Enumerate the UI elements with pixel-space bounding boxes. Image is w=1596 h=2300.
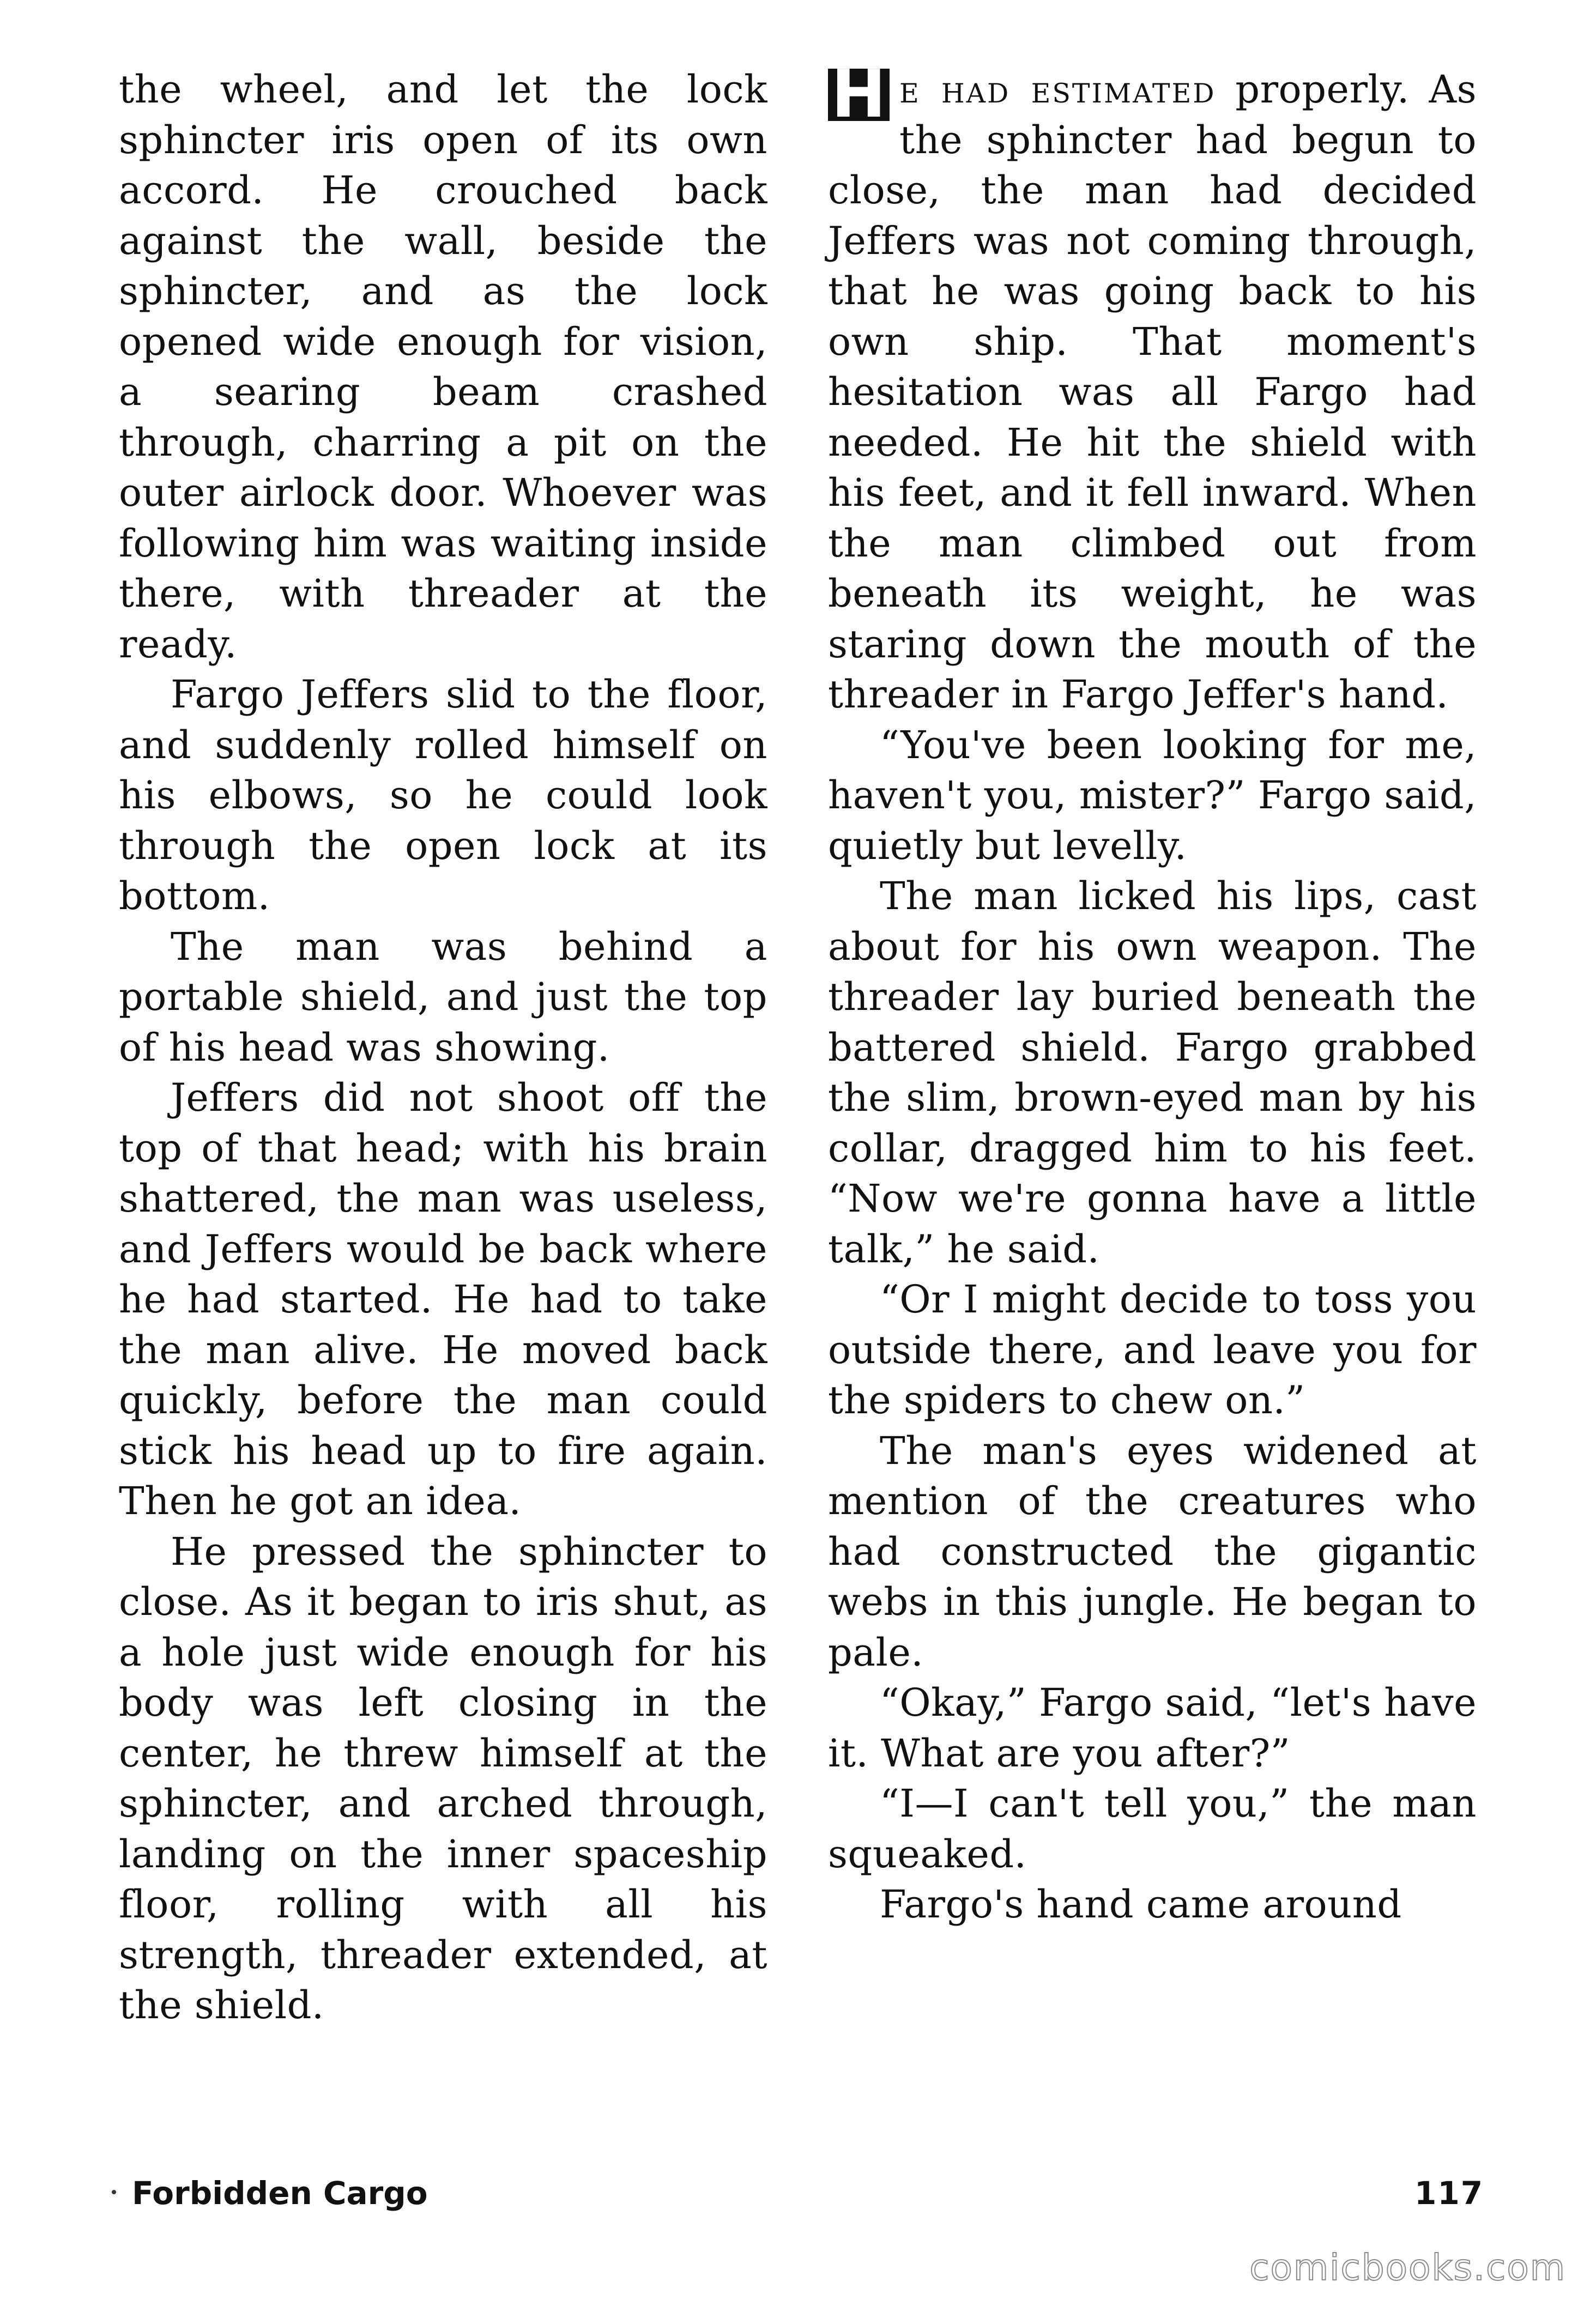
paragraph: “Okay,” Fargo said, “let's have it. What are you after?” [828,1680,1477,1776]
paragraph: Fargo Jeffers slid to the floor, and suddenly rolled himself on his elbows, so he could look through the open lock at its bottom. [119,672,767,918]
site-watermark: comicbooks.com [1249,2247,1566,2289]
right-text-column [828,57,1477,1930]
paragraph: “Or I might decide to toss you outside there, and leave you for the spiders to chew on.” [828,1277,1477,1423]
paragraph: “I—I can't tell you,” the man squeaked. [828,1781,1477,1877]
left-text-column [119,64,767,2031]
paragraph: the wheel, and let the lock sphincter iris open of its own accord. He crouched back against the wall, beside the sphincter, and as the lock opened wide enough for vision, a searing beam crashed through, charring a pit on the outer airlock door. Whoever was following him was waiting inside there, with threader at the ready. [119,67,767,667]
opening-paragraph [828,57,1477,720]
page-number: 117 [1414,2175,1484,2212]
paragraph: “You've been looking for me, haven't you, mister?” Fargo said, quietly but levelly. [828,722,1477,868]
lead-in-small-caps: e had estimated [899,67,1216,112]
paragraph: He pressed the sphincter to close. As it began to iris shut, as a hole just wide enough for his body was left closing in the center, he threw himself at the sphincter, and arched through, landing on the inner spaceship floor, rolling with all his strength, threader extended, at the shield. [119,1529,767,2027]
paragraph: The man's eyes widened at mention of the creatures who had constructed the gigantic webs in this jungle. He began to pale. [828,1428,1477,1675]
paragraph: The man was behind a portable shield, and just the top of his head was showing. [119,924,767,1070]
paragraph: Fargo's hand came around [880,1882,1402,1927]
running-footer-title: Forbidden Cargo [132,2175,428,2212]
drop-cap: H [828,69,890,121]
paragraph: The man licked his lips, cast about for his own weapon. The threader lay buried beneath the battered shield. Fargo grabbed the slim, brown-eyed man by his collar, dragged him to his feet. “Now we're gonna have a little talk,” he said. [828,874,1477,1272]
paragraph: Jeffers did not shoot off the top of that head; with his brain shattered, the man was useless, and Jeffers would be back where he had started. He had to take the man alive. He moved back quickly, before the man could stick his head up to fire again. Then he got an idea. [119,1075,767,1523]
opening-paragraph-text: properly. As the sphincter had begun to close, the man had decided Jeffers was not coming through, that he was going back to his own ship. That moment's hesitation was all Fargo had needed. He hit the shield with his feet, and it fell inward. When the man climbed out from beneath its weight, he was staring down the mouth of the threader in Fargo Jeffer's hand. [828,67,1477,717]
footer-bullet-icon [112,2190,116,2194]
